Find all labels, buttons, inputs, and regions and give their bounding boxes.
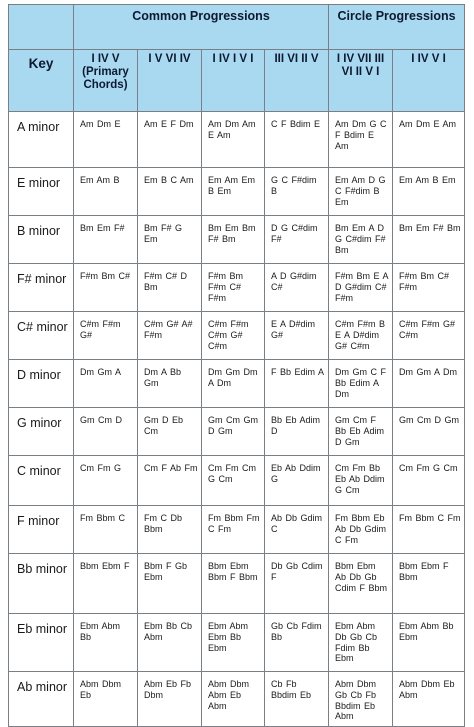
key-cell: Eb minor [9, 614, 74, 672]
progression-cell: Em B C Am [138, 168, 202, 216]
key-cell: D minor [9, 360, 74, 408]
progression-cell: Fm Bbm C [74, 506, 138, 554]
progression-cell: Bm Em F# Bm [393, 216, 465, 264]
progression-cell: Em Am D G C F#dim B Em [329, 168, 393, 216]
key-cell: F# minor [9, 264, 74, 312]
progression-cell: Ebm Abm Bb Ebm [393, 614, 465, 672]
progression-cell: Cm F Ab Fm [138, 456, 202, 506]
table-row [9, 506, 465, 554]
progression-cell: Ebm Bb Cb Abm [138, 614, 202, 672]
progression-cell: Bm Em A D G C#dim F# Bm [329, 216, 393, 264]
progression-cell: Cm Fm Bb Eb Ab Ddim G Cm [329, 456, 393, 506]
key-cell: E minor [9, 168, 74, 216]
progression-cell: Cb Fb Bbdim Eb [265, 672, 329, 727]
progression-cell: Bm Em F# [74, 216, 138, 264]
circle-progressions-header: Circle Progressions [329, 5, 465, 50]
progression-cell: Db Gb Cdim F [265, 554, 329, 614]
progression-cell: Em Am B [74, 168, 138, 216]
progression-cell: Cm Fm Cm G Cm [202, 456, 265, 506]
progression-cell: A D G#dim C# [265, 264, 329, 312]
progression-cell: Dm Gm A Dm [393, 360, 465, 408]
key-cell: A minor [9, 112, 74, 168]
group-header-row [9, 5, 465, 50]
table-row [9, 168, 465, 216]
progression-cell: Bbm Ebm Bbm F Bbm [202, 554, 265, 614]
chord-progressions-document [8, 4, 464, 727]
progression-cell: Am Dm E [74, 112, 138, 168]
column-header: I IV I V I [202, 50, 265, 112]
table-row [9, 112, 465, 168]
progression-cell: Am E F Dm [138, 112, 202, 168]
table-row [9, 554, 465, 614]
progression-cell: Gm D Eb Cm [138, 408, 202, 456]
progression-cell: Fm Bbm Fm C Fm [202, 506, 265, 554]
progression-cell: Abm Eb Fb Dbm [138, 672, 202, 727]
progression-cell: Dm Gm Dm A Dm [202, 360, 265, 408]
progression-cell: G C F#dim B [265, 168, 329, 216]
progression-cell: Em Am B Em [393, 168, 465, 216]
column-header: I IV V (Primary Chords) [74, 50, 138, 112]
chord-table [8, 4, 465, 727]
progression-cell: Abm Dbm Abm Eb Abm [202, 672, 265, 727]
progression-cell: C#m F#m G# C#m [393, 312, 465, 360]
progression-cell: Dm Gm C F Bb Edim A Dm [329, 360, 393, 408]
progression-cell: D G C#dim F# [265, 216, 329, 264]
progression-cell: Am Dm Am E Am [202, 112, 265, 168]
key-cell: G minor [9, 408, 74, 456]
progression-cell: C F Bdim E [265, 112, 329, 168]
progression-cell: E A D#dim G# [265, 312, 329, 360]
progression-cell: Am Dm E Am [393, 112, 465, 168]
progression-cell: Cm Fm G Cm [393, 456, 465, 506]
progression-cell: Cm Fm G [74, 456, 138, 506]
progression-cell: Bbm Ebm Ab Db Gb Cdim F Bbm [329, 554, 393, 614]
column-header: I V VI IV [138, 50, 202, 112]
progression-cell: Gm Cm D [74, 408, 138, 456]
table-row [9, 264, 465, 312]
progression-cell: F#m Bm C# F#m [393, 264, 465, 312]
key-cell: Ab minor [9, 672, 74, 727]
progression-cell: Ebm Abm Db Gb Cb Fdim Bb Ebm [329, 614, 393, 672]
progression-cell: F#m Bm F#m C# F#m [202, 264, 265, 312]
progression-cell: C#m G# A# F#m [138, 312, 202, 360]
key-cell: F minor [9, 506, 74, 554]
progression-cell: Bbm Ebm F Bbm [393, 554, 465, 614]
progression-cell: Bb Eb Adim D [265, 408, 329, 456]
progression-cell: Fm Bbm Eb Ab Db Gdim C Fm [329, 506, 393, 554]
progression-cell: Fm Bbm C Fm [393, 506, 465, 554]
column-header: I IV V I [393, 50, 465, 112]
column-header: III VI II V [265, 50, 329, 112]
progression-cell: Gb Cb Fdim Bb [265, 614, 329, 672]
progression-cell: Fm C Db Bbm [138, 506, 202, 554]
progression-cell: Bbm Ebm F [74, 554, 138, 614]
progression-cell: Dm A Bb Gm [138, 360, 202, 408]
progression-cell: Bbm F Gb Ebm [138, 554, 202, 614]
progression-cell: Abm Dbm Gb Cb Fb Bbdim Eb Abm [329, 672, 393, 727]
table-row [9, 408, 465, 456]
progression-cell: F#m C# D Bm [138, 264, 202, 312]
progression-cell: Gm Cm Gm D Gm [202, 408, 265, 456]
key-cell: C# minor [9, 312, 74, 360]
progression-cell: F#m Bm E A D G#dim C# F#m [329, 264, 393, 312]
progression-cell: Gm Cm D Gm [393, 408, 465, 456]
key-cell: C minor [9, 456, 74, 506]
progression-cell: Ebm Abm Bb [74, 614, 138, 672]
progression-cell: C#m F#m C#m G# C#m [202, 312, 265, 360]
key-column-header: Key [9, 50, 74, 112]
progression-cell: C#m F#m G# [74, 312, 138, 360]
progression-cell: Abm Dbm Eb [74, 672, 138, 727]
table-row [9, 360, 465, 408]
table-body [9, 112, 465, 727]
progression-cell: Ab Db Gdim C [265, 506, 329, 554]
progression-cell: Bm Em Bm F# Bm [202, 216, 265, 264]
progression-cell: Bm F# G Em [138, 216, 202, 264]
progression-cell: Am Dm G C F Bdim E Am [329, 112, 393, 168]
progression-cell: Gm Cm F Bb Eb Adim D Gm [329, 408, 393, 456]
progression-cell: Em Am Em B Em [202, 168, 265, 216]
table-row [9, 614, 465, 672]
progression-cell: C#m F#m B E A D#dim G# C#m [329, 312, 393, 360]
key-cell: B minor [9, 216, 74, 264]
common-progressions-header: Common Progressions [74, 5, 329, 50]
progression-cell: F Bb Edim A [265, 360, 329, 408]
table-row [9, 456, 465, 506]
progression-cell: Eb Ab Ddim G [265, 456, 329, 506]
table-row [9, 672, 465, 727]
progression-cell: Ebm Abm Ebm Bb Ebm [202, 614, 265, 672]
column-header-row [9, 50, 465, 112]
table-row [9, 312, 465, 360]
blank-corner-cell [9, 5, 74, 50]
table-row [9, 216, 465, 264]
progression-cell: Abm Dbm Eb Abm [393, 672, 465, 727]
progression-cell: F#m Bm C# [74, 264, 138, 312]
key-cell: Bb minor [9, 554, 74, 614]
column-header: I IV VII III VI II V I [329, 50, 393, 112]
progression-cell: Dm Gm A [74, 360, 138, 408]
